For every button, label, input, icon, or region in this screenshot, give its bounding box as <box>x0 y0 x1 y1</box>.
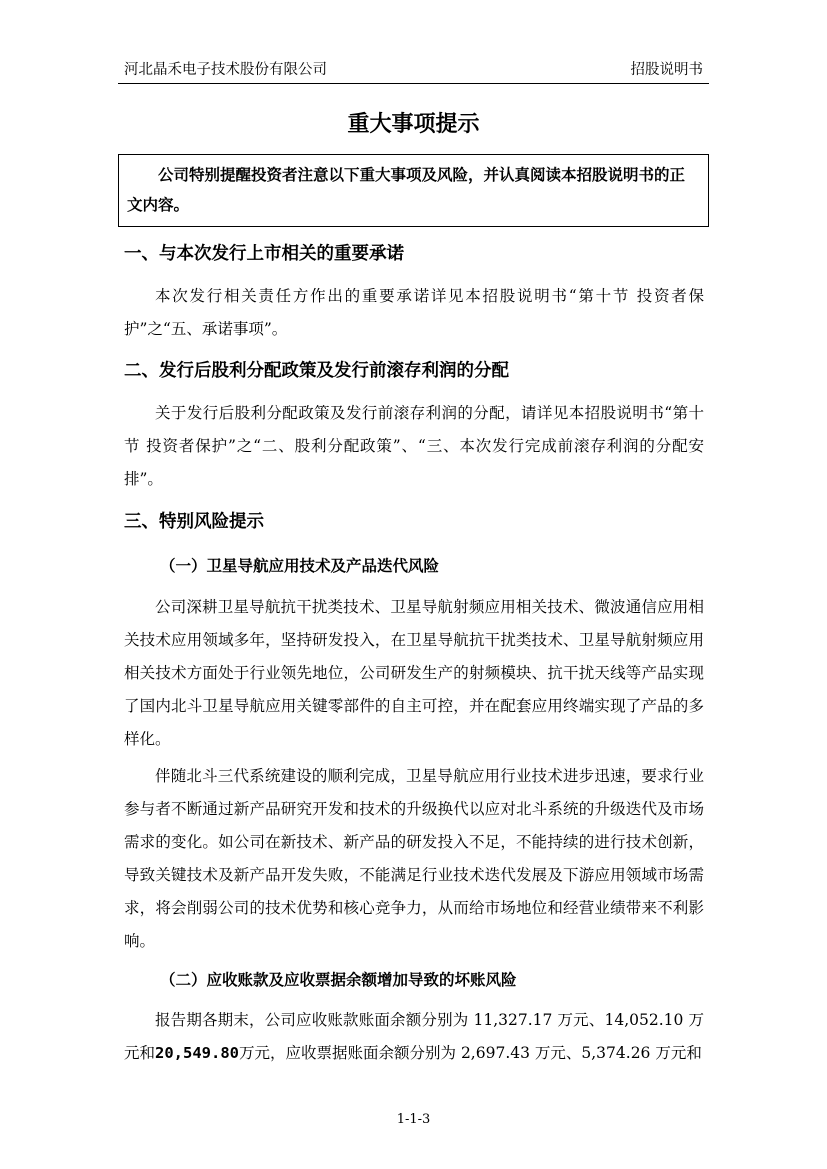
section-1-heading: 一、与本次发行上市相关的重要承诺 <box>124 244 404 264</box>
notice-box <box>118 154 709 227</box>
subsection-2-paragraph <box>124 1004 704 1070</box>
section-2-paragraph: 关于发行后股利分配政策及发行前滚存利润的分配，请详见本招股说明书“第十节 投资者保护”之“二、股利分配政策”、“三、本次发行完成前滚存利润的分配安排”。 <box>124 404 704 488</box>
subsection-2-heading: （二）应收账款及应收票据余额增加导致的坏账风险 <box>160 971 517 989</box>
header-rule <box>118 83 709 84</box>
notice-text: 公司特别提醒投资者注意以下重大事项及风险，并认真阅读本招股说明书的正文内容。 <box>127 166 686 214</box>
header-company: 河北晶禾电子技术股份有限公司 <box>124 62 327 78</box>
page-title: 重大事项提示 <box>347 112 480 137</box>
para-part-c: 万元，应收票据账面余额分别为 2,697.43 万元、5,374.26 万元和 <box>239 1044 702 1062</box>
subsection-1-heading: （一）卫星导航应用技术及产品迭代风险 <box>160 557 440 575</box>
section-3-heading: 三、特别风险提示 <box>124 512 264 532</box>
subsection-1-paragraph-1: 公司深耕卫星导航抗干扰类技术、卫星导航射频应用相关技术、微波通信应用相关技术应用领域多年，坚持研发投入，在卫星导航抗干扰类技术、卫星导航射频应用相关技术方面处于行业领先地位，公司研发生产的射频模块、抗干扰天线等产品实现了国内北斗卫星导航应用关键零部件的自主可控，并在配套应用终端实现了产品的多样化。 <box>124 598 704 748</box>
section-2-heading: 二、发行后股利分配政策及发行前滚存利润的分配 <box>124 361 509 381</box>
section-1-paragraph: 本次发行相关责任方作出的重要承诺详见本招股说明书“第十节 投资者保护”之“五、承诺事项”。 <box>124 287 704 338</box>
para-part-a: 报告期各期末，公司应收账款账面余额分别为 11,327.17 万元、14,052.10 万元和 <box>124 1011 704 1062</box>
page-number: 1-1-3 <box>396 1112 431 1127</box>
header-doc-type: 招股说明书 <box>630 62 703 78</box>
subsection-1-paragraph-2: 伴随北斗三代系统建设的顺利完成，卫星导航应用行业技术进步迅速，要求行业参与者不断通过新产品研究开发和技术的升级换代以应对北斗系统的升级迭代及市场需求的变化。如公司在新技术、新产品的研发投入不足，不能持续的进行技术创新，导致关键技术及新产品开发失败，不能满足行业技术迭代发展及下游应用领域市场需求，将会削弱公司的技术优势和核心竞争力，从而给市场地位和经营业绩带来不利影响。 <box>124 767 704 950</box>
bold-amount: 20,549.80 <box>155 1044 240 1062</box>
